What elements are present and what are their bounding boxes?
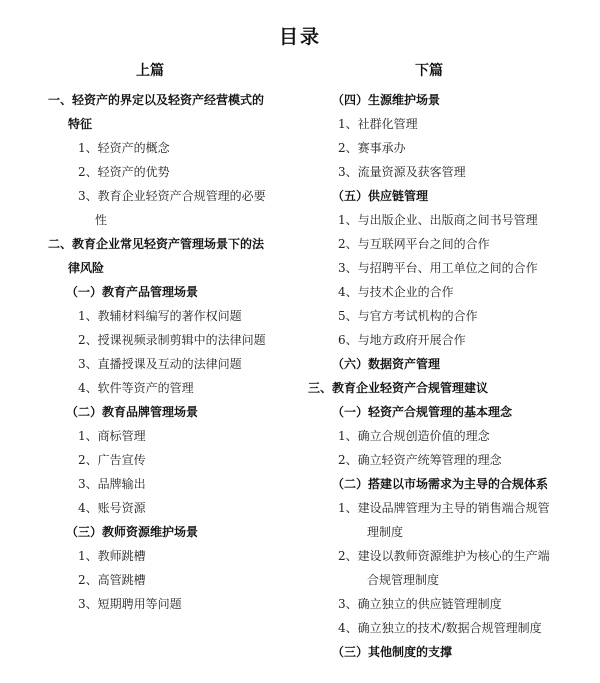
toc-entry-level-3 [38, 568, 328, 592]
toc-entry-level-3 [302, 136, 592, 160]
toc-entry-text: 3、教育企业轻资产合规管理的必要 [78, 189, 266, 203]
page-title: 目录 [278, 26, 321, 48]
toc-entry-level-3 [302, 280, 592, 304]
toc-entry-text: 5、与官方考试机构的合作 [338, 309, 478, 323]
toc-entry-text: 4、确立独立的技术/数据合规管理制度 [338, 621, 542, 635]
toc-entry-text: 1、商标管理 [78, 429, 146, 443]
toc-entry-text: 4、账号资源 [78, 501, 146, 515]
toc-entry-level-2 [302, 88, 592, 112]
toc-entry-text-continued: 性 [95, 213, 108, 227]
toc-entry-text: 二、教育企业常见轻资产管理场景下的法 [48, 237, 265, 251]
toc-entry-text: 6、与地方政府开展合作 [338, 333, 466, 347]
toc-entry-text: 1、社群化管理 [338, 117, 418, 131]
toc-entry-text-continued: 律风险 [68, 261, 105, 275]
toc-entry-text: 3、短期聘用等问题 [78, 597, 182, 611]
upper-entries [38, 88, 328, 616]
toc-entry-level-3 [302, 256, 592, 280]
toc-entry-text: 2、赛事承办 [338, 141, 406, 155]
toc-entry-level-3 [38, 184, 328, 232]
toc-entry-level-2 [38, 520, 328, 544]
toc-entry-level-3 [38, 424, 328, 448]
toc-entry-level-3 [302, 544, 592, 592]
toc-entry-level-3 [302, 304, 592, 328]
toc-entry-level-3 [38, 352, 328, 376]
toc-entry-level-3 [38, 592, 328, 616]
toc-entry-text: 4、软件等资产的管理 [78, 381, 194, 395]
toc-entry-level-3 [302, 112, 592, 136]
toc-entry-level-2 [302, 640, 592, 664]
toc-entry-level-2 [302, 352, 592, 376]
lower-entries [302, 88, 592, 664]
toc-entry-text: （一）教育产品管理场景 [66, 285, 199, 299]
toc-entry-text: 4、与技术企业的合作 [338, 285, 454, 299]
upper-heading: 上篇 [136, 63, 164, 79]
toc-entry-text: 1、教辅材料编写的著作权问题 [78, 309, 242, 323]
toc-entry-text-continued: 理制度 [367, 525, 404, 539]
toc-entry-text: （四）生源维护场景 [332, 93, 441, 107]
toc-entry-text: 3、品牌输出 [78, 477, 146, 491]
toc-entry-text: 2、授课视频录制剪辑中的法律问题 [78, 333, 266, 347]
toc-entry-text: 3、直播授课及互动的法律问题 [78, 357, 242, 371]
toc-entry-level-3 [302, 160, 592, 184]
toc-entry-text: 3、流量资源及获客管理 [338, 165, 466, 179]
toc-entry-text: （二）搭建以市场需求为主导的合规体系 [332, 477, 549, 491]
toc-entry-level-3 [38, 472, 328, 496]
toc-entry-level-1 [38, 232, 328, 280]
toc-entry-level-3 [38, 544, 328, 568]
toc-entry-level-3 [302, 232, 592, 256]
toc-entry-text: （三）教师资源维护场景 [66, 525, 199, 539]
toc-entry-level-2 [38, 280, 328, 304]
toc-entry-text: 三、教育企业轻资产合规管理建议 [308, 381, 489, 395]
toc-entry-level-3 [38, 160, 328, 184]
toc-entry-text: 2、建设以教师资源维护为核心的生产端 [338, 549, 550, 563]
toc-entry-text: 2、广告宣传 [78, 453, 146, 467]
toc-entry-level-3 [302, 592, 592, 616]
lower-column [302, 60, 592, 664]
toc-entry-text: 3、确立独立的供应链管理制度 [338, 597, 502, 611]
toc-entry-text: 1、确立合规创造价值的理念 [338, 429, 490, 443]
toc-entry-level-2 [302, 472, 592, 496]
toc-entry-level-3 [38, 328, 328, 352]
toc-entry-text: （一）轻资产合规管理的基本理念 [332, 405, 513, 419]
toc-entry-level-3 [38, 304, 328, 328]
toc-entry-level-3 [38, 376, 328, 400]
toc-entry-text: 1、建设品牌管理为主导的销售端合规管 [338, 501, 550, 515]
toc-entry-text: （六）数据资产管理 [332, 357, 441, 371]
toc-entry-level-1 [302, 376, 592, 400]
upper-column [38, 60, 328, 616]
toc-entry-text: （五）供应链管理 [332, 189, 429, 203]
toc-entry-text-continued: 特征 [68, 117, 93, 131]
toc-entry-text: （三）其他制度的支撑 [332, 645, 453, 659]
toc-entry-level-2 [38, 400, 328, 424]
toc-entry-text-continued: 合规管理制度 [367, 573, 440, 587]
toc-entry-text: 2、高管跳槽 [78, 573, 146, 587]
toc-entry-text: 一、轻资产的界定以及轻资产经营模式的 [48, 93, 265, 107]
toc-entry-text: 1、与出版企业、出版商之间书号管理 [338, 213, 538, 227]
toc-entry-text: 2、确立轻资产统筹管理的理念 [338, 453, 502, 467]
toc-entry-level-3 [38, 136, 328, 160]
toc-entry-level-3 [302, 208, 592, 232]
toc-entry-text: （二）教育品牌管理场景 [66, 405, 199, 419]
toc-entry-level-3 [302, 448, 592, 472]
toc-entry-text: 1、轻资产的概念 [78, 141, 170, 155]
toc-entry-level-3 [302, 616, 592, 640]
toc-entry-text: 2、与互联网平台之间的合作 [338, 237, 490, 251]
toc-entry-level-3 [38, 496, 328, 520]
toc-entry-level-3 [302, 424, 592, 448]
toc-entry-level-3 [302, 328, 592, 352]
toc-entry-level-1 [38, 88, 328, 136]
toc-entry-level-3 [302, 496, 592, 544]
lower-heading: 下篇 [415, 63, 443, 79]
toc-entry-level-2 [302, 184, 592, 208]
toc-entry-text: 2、轻资产的优势 [78, 165, 170, 179]
toc-entry-level-2 [302, 400, 592, 424]
toc-entry-level-3 [38, 448, 328, 472]
toc-entry-text: 1、教师跳槽 [78, 549, 146, 563]
toc-entry-text: 3、与招聘平台、用工单位之间的合作 [338, 261, 538, 275]
